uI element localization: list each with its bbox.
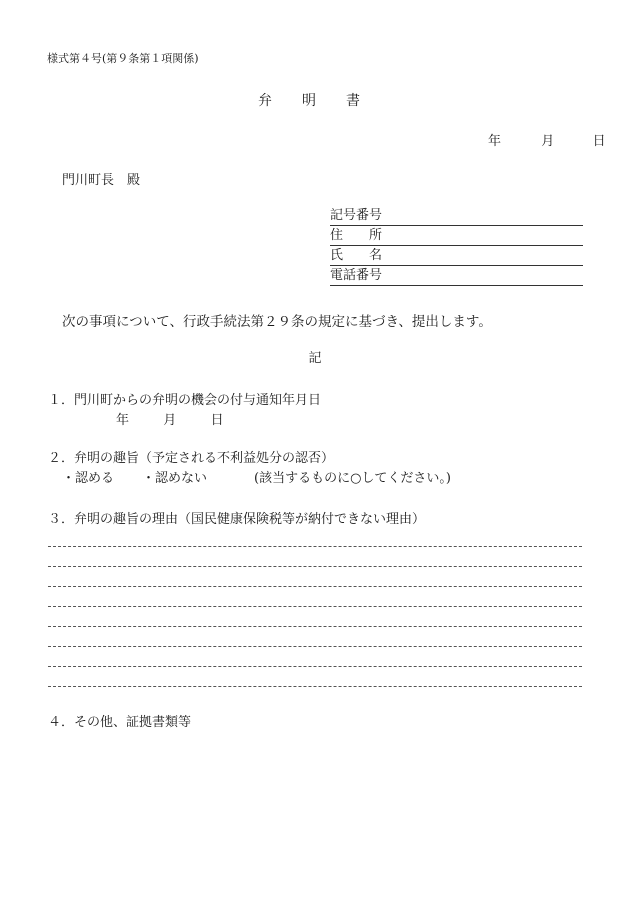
submission-date: [488, 130, 606, 149]
reason-line[interactable]: [48, 626, 582, 627]
option-accept[interactable]: ・認める: [62, 471, 115, 486]
addressee: 門川町長 殿: [62, 173, 141, 188]
option-reject[interactable]: ・認めない: [142, 471, 208, 486]
item-1-month: 月: [163, 413, 177, 428]
item-2-note: (該当するものに○してください。): [254, 471, 451, 486]
item-4-label: ４．その他、証拠書類等: [48, 715, 192, 730]
form-number: 様式第４号(第９条第１項関係): [47, 52, 199, 65]
item-1-day: 日: [210, 413, 224, 428]
item-1-year: 年: [116, 413, 130, 428]
item-2-label: ２．弁明の趣旨（予定される不利益処分の認否）: [48, 451, 335, 466]
date-month: 月: [541, 134, 555, 149]
reason-line[interactable]: [48, 646, 582, 647]
reason-line[interactable]: [48, 666, 582, 667]
item-1-label: １．門川町からの弁明の機会の付与通知年月日: [48, 393, 322, 408]
date-year: 年: [488, 134, 502, 149]
document-title: 弁明書: [258, 93, 390, 109]
item-3-label: ３．弁明の趣旨の理由（国民健康保険税等が納付できない理由）: [48, 512, 426, 527]
reason-line[interactable]: [48, 566, 582, 567]
reason-line[interactable]: [48, 546, 582, 547]
phone-field[interactable]: 電話番号: [330, 267, 583, 286]
reason-line[interactable]: [48, 686, 582, 687]
item-1-date: [116, 409, 224, 428]
code-number-field[interactable]: 記号番号: [330, 207, 583, 226]
reason-line[interactable]: [48, 586, 582, 587]
reason-line[interactable]: [48, 606, 582, 607]
ki-heading: 記: [308, 351, 322, 366]
intro-text: 次の事項について、行政手続法第２９条の規定に基づき、提出します。: [62, 314, 492, 330]
name-field[interactable]: 氏 名: [330, 247, 583, 266]
address-field[interactable]: 住 所: [330, 227, 583, 246]
date-day: 日: [592, 134, 606, 149]
